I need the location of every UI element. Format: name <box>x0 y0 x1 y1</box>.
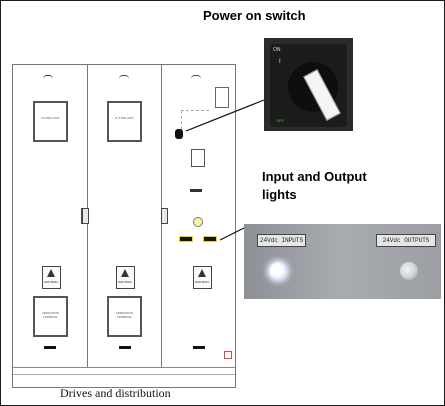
caution-label: CAUTION <box>116 266 135 289</box>
io-lights-label-line2: lights <box>262 187 297 202</box>
io-lights-photo <box>244 224 441 299</box>
operator-terminal-panel: OPERATOR TERMINAL <box>33 296 68 337</box>
io-lights-label <box>262 168 367 204</box>
power-switch-photo <box>264 38 353 131</box>
switch-plate <box>270 44 347 127</box>
switch-off-mark: OFF <box>276 118 284 123</box>
switch-i-mark: I <box>279 59 281 65</box>
lights-leader-line <box>220 228 244 240</box>
filter-unit-panel: FILTER UNIT <box>33 101 68 142</box>
d-type-unit-panel: D-TYPE UNIT <box>107 101 142 142</box>
figure-caption: Drives and distribution <box>60 386 171 400</box>
io-lights-label-line1: Input and Output <box>262 169 367 184</box>
output-light <box>400 262 418 280</box>
switch-leader-line <box>186 100 264 131</box>
power-switch-label: Power on switch <box>203 8 306 23</box>
operator-terminal-panel: OPERATOR TERMINAL <box>107 296 142 337</box>
inputs-plaque: 24Vdc INPUTS <box>257 234 306 247</box>
caution-label: CAUTION <box>193 266 212 289</box>
input-light <box>269 262 287 280</box>
caution-label: CAUTION <box>42 266 61 289</box>
switch-on-mark: ON <box>273 47 281 53</box>
outputs-plaque: 24Vdc OUTPUTS <box>376 234 436 247</box>
